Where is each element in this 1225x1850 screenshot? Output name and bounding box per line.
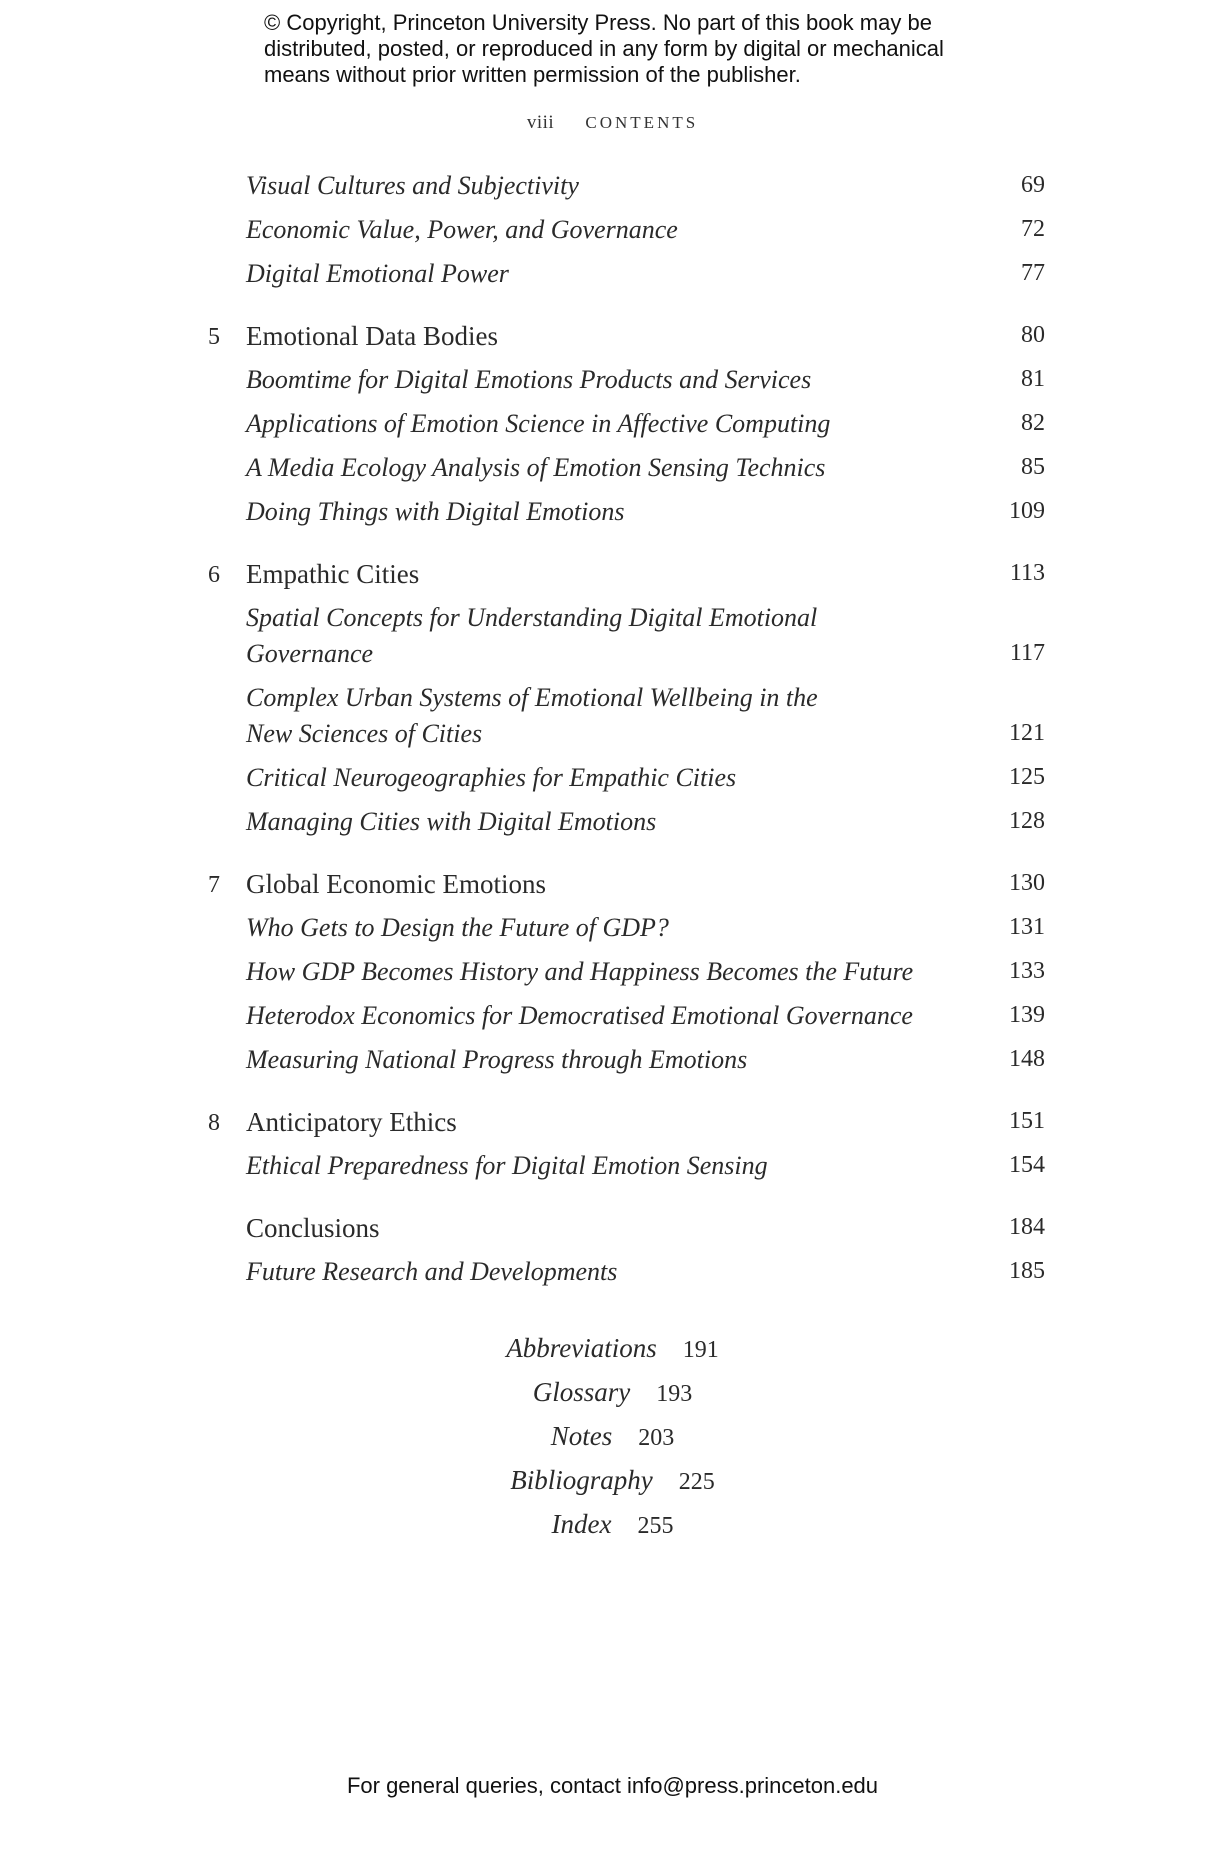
chapter-number: 5 [208,324,220,350]
copyright-notice [264,10,1024,88]
toc-entry-page: 81 [1021,366,1045,392]
toc-entry-page: 148 [1009,1046,1045,1072]
toc-entry-page: 131 [1009,914,1045,940]
toc-entry-page: 130 [1009,870,1045,896]
toc-entry-page: 121 [1009,720,1045,746]
toc-entry-label: Visual Cultures and Subjectivity [246,171,579,200]
toc-entry [0,600,1225,676]
back-matter-item [0,1509,1225,1549]
toc-entry-label: Boomtime for Digital Emotions Products and Services [246,365,812,394]
toc-entry-label-line-1: Complex Urban Systems of Emotional Wellbeing in the [246,683,818,712]
toc-entry-label: Digital Emotional Power [246,259,509,288]
toc-entry [0,760,1225,800]
toc-entry-label: Managing Cities with Digital Emotions [246,807,657,836]
toc-chapter [0,1210,1225,1250]
toc-entry-page: 113 [1009,560,1045,586]
toc-entry-page: 82 [1021,410,1045,436]
back-matter-label: Index [551,1509,612,1539]
copyright-line-3: means without prior written permission of the publisher. [264,62,801,87]
toc-entry [0,406,1225,446]
toc-entry-label: Doing Things with Digital Emotions [246,497,625,526]
toc-entry-label-line-2: New Sciences of Cities [246,719,483,748]
chapter-title: Conclusions [246,1213,380,1243]
toc-chapter [0,866,1225,906]
page-folio: viii [526,112,555,133]
back-matter-label: Abbreviations [506,1333,657,1363]
chapter-title: Anticipatory Ethics [246,1107,457,1137]
toc-entry-page: 69 [1021,172,1045,198]
toc-entry-label-line-2: Governance [246,639,374,668]
toc-entry [0,1254,1225,1294]
toc-entry-page: 117 [1009,640,1045,666]
back-matter-item [0,1333,1225,1373]
toc-entry-label: Applications of Emotion Science in Affective Computing [246,409,831,438]
toc-entry [0,256,1225,296]
toc-entry-page: 72 [1021,216,1045,242]
footer-contact: For general queries, contact info@press.princeton.edu [346,1773,879,1798]
toc-entry-page: 80 [1021,322,1045,348]
back-matter-label: Glossary [532,1377,631,1407]
back-matter-label: Bibliography [510,1465,653,1495]
toc-entry-label: Ethical Preparedness for Digital Emotion Sensing [246,1151,768,1180]
toc-entry [0,362,1225,402]
copyright-line-1: © Copyright, Princeton University Press. No part of this book may be [264,10,932,35]
toc-entry-page: 151 [1009,1108,1045,1134]
running-head-title: CONTENTS [585,113,699,132]
toc-entry-page: 185 [1009,1258,1045,1284]
toc-entry-page: 154 [1009,1152,1045,1178]
toc-chapter [0,556,1225,596]
back-matter-item [0,1465,1225,1505]
toc-entry-label: A Media Ecology Analysis of Emotion Sensing Technics [246,453,826,482]
toc-entry [0,910,1225,950]
toc-entry [0,1148,1225,1188]
toc-entry-page: 77 [1021,260,1045,286]
toc-entry-label: How GDP Becomes History and Happiness Becomes the Future [246,957,914,986]
toc-entry-label: Critical Neurogeographies for Empathic Cities [246,763,737,792]
toc-entry-label [246,600,817,672]
toc-entry-page: 125 [1009,764,1045,790]
toc-chapter [0,1104,1225,1144]
toc-entry-label: Who Gets to Design the Future of GDP? [246,913,669,942]
toc-entry-page: 184 [1009,1214,1045,1240]
toc-entry-label: Heterodox Economics for Democratised Emotional Governance [246,1001,913,1030]
chapter-title: Empathic Cities [246,559,420,589]
chapter-title: Emotional Data Bodies [246,321,498,351]
toc-entry-label: Economic Value, Power, and Governance [246,215,678,244]
chapter-number: 6 [208,562,220,588]
toc-entry-label: Future Research and Developments [246,1257,618,1286]
back-matter-page: 203 [638,1425,675,1451]
toc-entry [0,680,1225,756]
toc-entry-page: 133 [1009,958,1045,984]
chapter-title: Global Economic Emotions [246,869,546,899]
back-matter-item [0,1421,1225,1461]
toc-entry [0,494,1225,534]
back-matter-label: Notes [550,1421,613,1451]
chapter-number: 7 [208,872,220,898]
toc-entry [0,212,1225,252]
toc-entry [0,1042,1225,1082]
back-matter-page: 193 [656,1381,693,1407]
toc-chapter [0,318,1225,358]
toc-entry-page: 128 [1009,808,1045,834]
toc-entry-label [246,680,818,752]
toc-entry-label-line-1: Spatial Concepts for Understanding Digital Emotional [246,603,818,632]
chapter-number: 8 [208,1110,220,1136]
copyright-line-2: distributed, posted, or reproduced in any form by digital or mechanical [264,36,944,61]
back-matter-page: 191 [682,1337,719,1363]
toc-entry [0,998,1225,1038]
back-matter-page: 255 [637,1513,674,1539]
toc-entry-page: 109 [1009,498,1045,524]
toc-entry [0,168,1225,208]
back-matter-page: 225 [678,1469,715,1495]
toc-entry-page: 85 [1021,454,1045,480]
toc-entry-page: 139 [1009,1002,1045,1028]
back-matter-item [0,1377,1225,1417]
toc-entry-label: Measuring National Progress through Emotions [246,1045,748,1074]
toc-entry [0,954,1225,994]
toc-entry [0,804,1225,844]
running-head [0,112,1225,134]
toc-entry [0,450,1225,490]
